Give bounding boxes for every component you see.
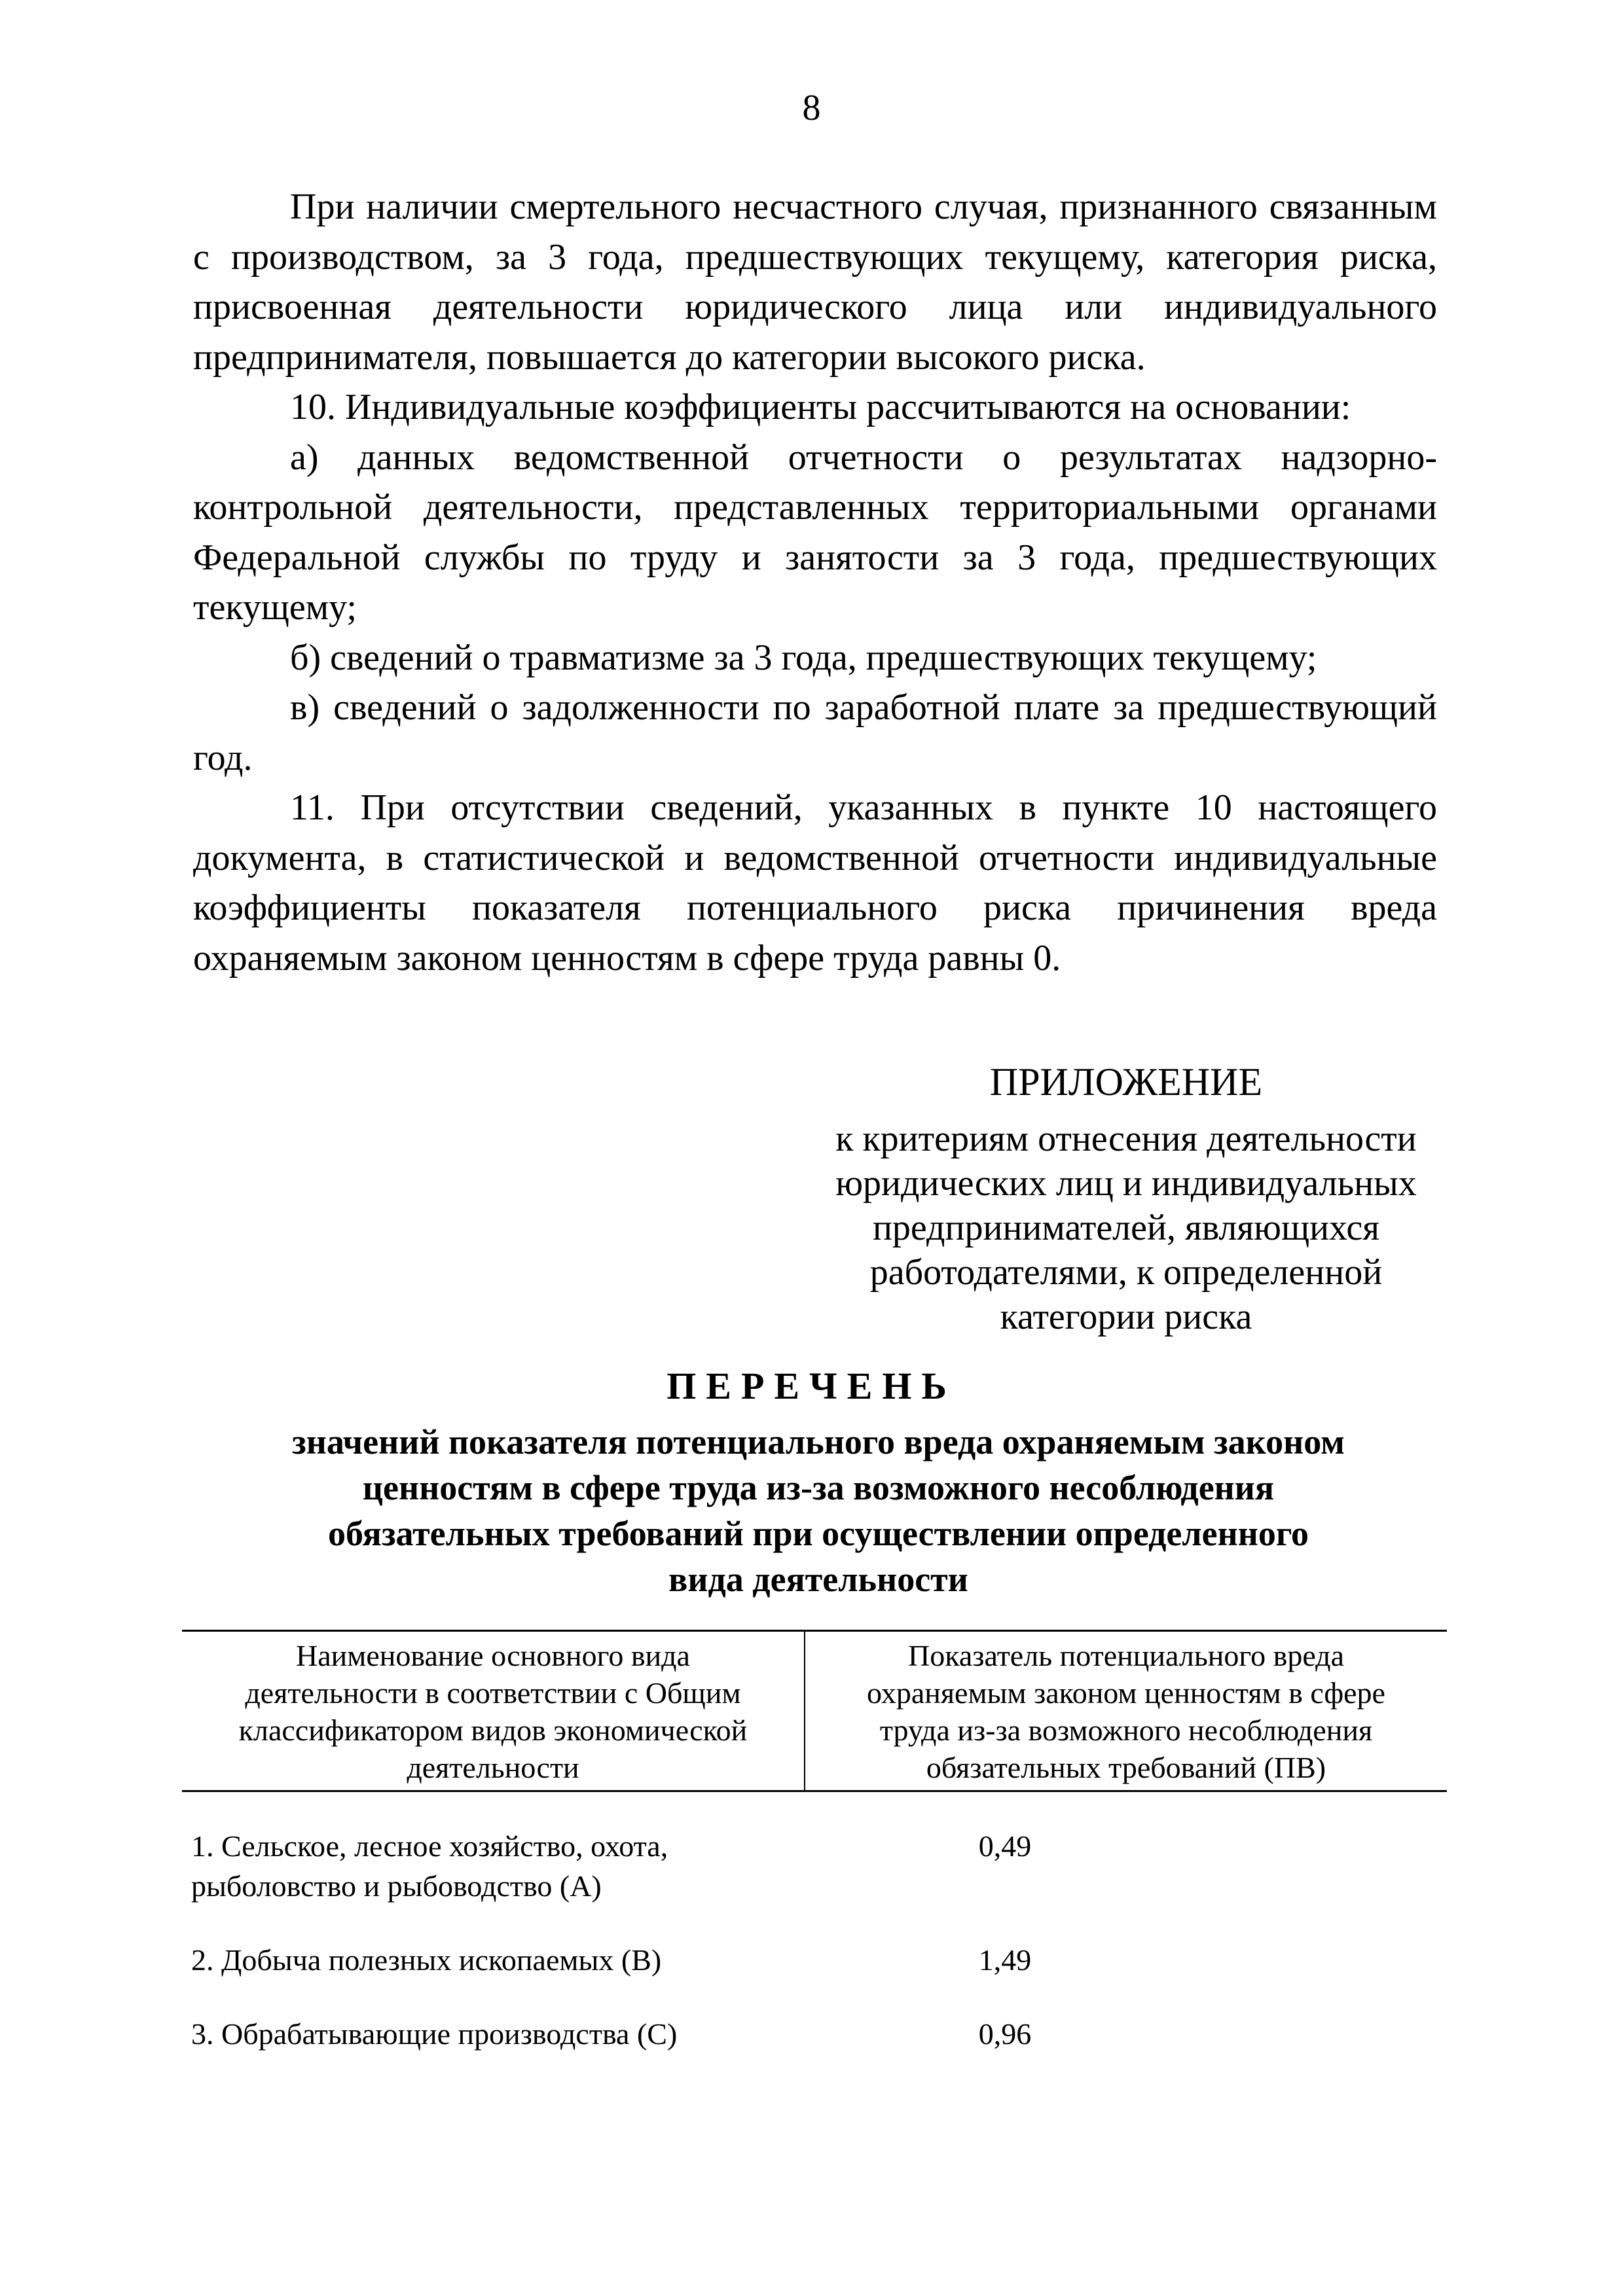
paragraph: а) данных ведомственной отчетности о результатах надзорно-контрольной деятельности, представленных территориальными органами Федеральной службы по труду и занятости за 3 года, предшествующих текущему; <box>193 437 1437 628</box>
header-line: деятельности <box>407 1751 579 1784</box>
header-line: Показатель потенциального вреда <box>908 1639 1344 1672</box>
appendix-line: категории риска <box>1000 1297 1252 1337</box>
list-title: ПЕРЕЧЕНЬ <box>666 1365 957 1407</box>
paragraph: в) сведений о задолженности по заработной плате за предшествующий год. <box>193 687 1437 778</box>
paragraph: 10. Индивидуальные коэффициенты рассчитываются на основании: <box>290 387 1351 427</box>
header-activity-name <box>182 1632 805 1790</box>
appendix-block <box>779 1054 1473 1339</box>
paragraph: При наличии смертельного несчастного случая, признанного связанным с производством, за 3 года, предшествующих текущему, категория риска, присвоенная деятельности юридического лица или индивидуального предпринимателя, повышается до категории высокого риска. <box>193 187 1437 378</box>
page-number: 8 <box>802 88 821 128</box>
activity-name-line: 2. Добыча полезных ископаемых (В) <box>191 1943 662 1977</box>
table-header <box>182 1630 1447 1792</box>
appendix-title: ПРИЛОЖЕНИЕ <box>989 1060 1263 1103</box>
list-subtitle-line: обязательных требований при осуществлении определенного <box>327 1514 1309 1553</box>
hazard-value: 0,49 <box>978 1829 1032 1863</box>
hazard-value: 1,49 <box>978 1943 1032 1977</box>
list-subtitle-line: вида деятельности <box>668 1560 968 1599</box>
header-line: классификатором видов экономической <box>238 1713 748 1747</box>
activity-name-line: рыболовство и рыбоводство (А) <box>191 1869 602 1903</box>
appendix-line: предпринимателей, являющихся <box>872 1208 1380 1248</box>
appendix-line: работодателями, к определенной <box>869 1252 1383 1293</box>
hazard-value: 0,96 <box>978 2017 1032 2051</box>
list-subtitle-line: значений показателя потенциального вреда охраняемым законом <box>292 1422 1345 1462</box>
body-text <box>193 182 1437 983</box>
paragraph: 11. При отсутствии сведений, указанных в пункте 10 настоящего документа, в статистической и ведомственной отчетности индивидуальные коэффициенты показателя потенциального риска причинения вреда охраняемым законом ценностям в сфере труда равны 0. <box>193 787 1437 978</box>
header-line: труда из-за возможного несоблюдения <box>879 1713 1373 1747</box>
activity-name <box>182 2014 805 2054</box>
table-row <box>182 2014 1447 2054</box>
list-subtitle-line: ценностям в сфере труда из-за возможного несоблюдения <box>362 1468 1275 1507</box>
list-subtitle <box>196 1419 1440 1602</box>
paragraph: б) сведений о травматизме за 3 года, предшествующих текущему; <box>290 637 1317 678</box>
header-line: деятельности в соответствии с Общим <box>245 1676 741 1710</box>
activity-name-line: 1. Сельское, лесное хозяйство, охота, <box>191 1829 668 1863</box>
header-line: обязательных требований (ПВ) <box>926 1751 1326 1784</box>
table-row <box>182 1940 1447 1980</box>
hazard-index-table <box>182 1630 1447 2054</box>
activity-name <box>182 1940 805 1980</box>
activity-name <box>182 1826 805 1906</box>
header-line: охраняемым законом ценностям в сфере <box>867 1676 1385 1710</box>
appendix-line: юридических лиц и индивидуальных <box>835 1163 1417 1204</box>
table-row <box>182 1826 1447 1906</box>
header-line: Наименование основного вида <box>296 1639 690 1672</box>
appendix-line: к критериям отнесения деятельности <box>835 1119 1417 1159</box>
header-hazard-index <box>805 1632 1447 1790</box>
activity-name-line: 3. Обрабатывающие производства (С) <box>191 2017 678 2051</box>
